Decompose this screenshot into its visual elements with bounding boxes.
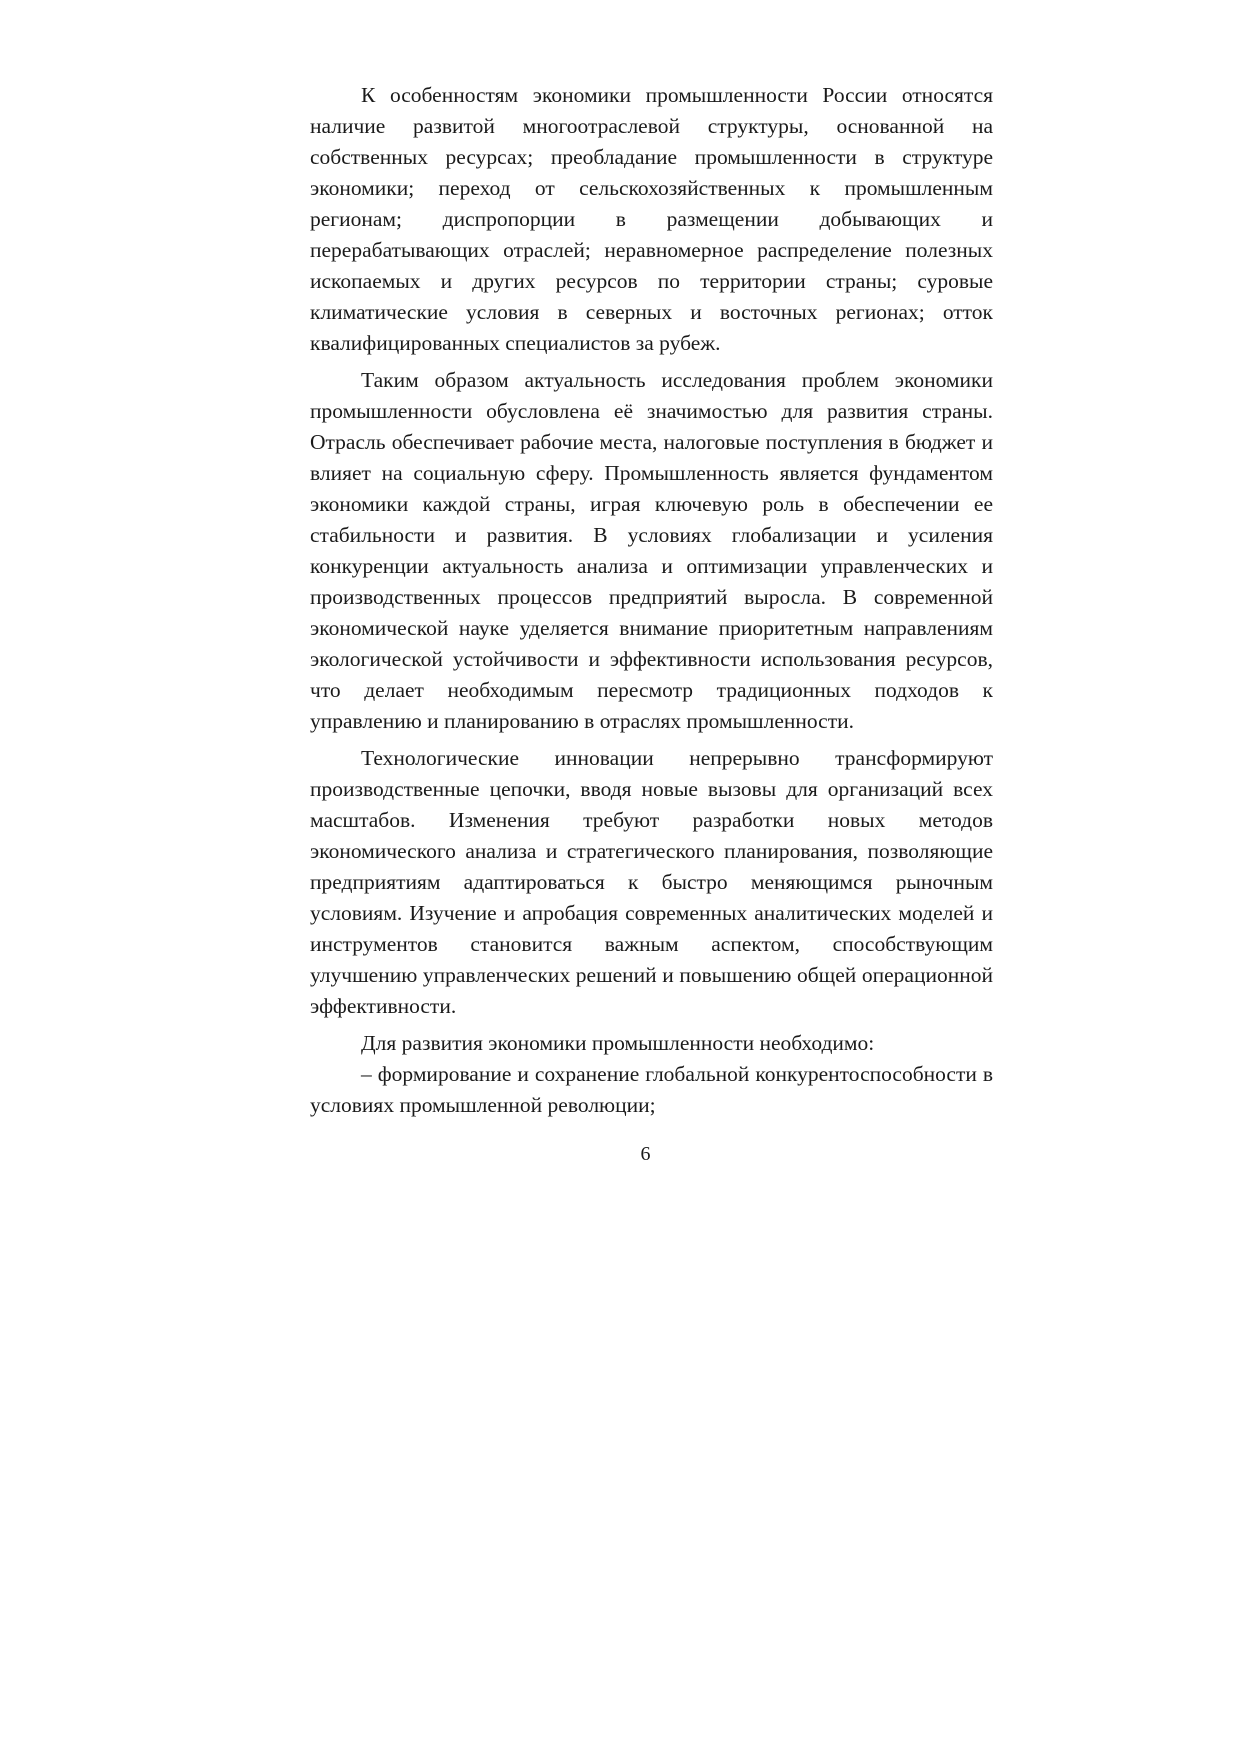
- body-text: [310, 80, 993, 1121]
- paragraph-list-intro: Для развития экономики промышленности необходимо:: [361, 1031, 875, 1055]
- page-number: 6: [640, 1143, 651, 1165]
- paragraph-innovations: Технологические инновации непрерывно трансформируют производственные цепочки, вводя новые вызовы для организаций всех масштабов. Изменения требуют разработки новых методов экономического анализа и стратегического планирования, позволяющие предприятиям адаптироваться к быстро меняющимся рыночным условиям. Изучение и апробация современных аналитических моделей и инструментов становится важным аспектом, способствующим улучшению управленческих решений и повышению общей операционной эффективности.: [310, 746, 993, 1018]
- list-item: – формирование и сохранение глобальной конкурентоспособности в условиях промышленной революции;: [310, 1062, 993, 1117]
- paragraph-features: К особенностям экономики промышленности России относятся наличие развитой многоотраслевой структуры, основанной на собственных ресурсах; преобладание промышленности в структуре экономики; переход от сельскохозяйственных к промышленным регионам; диспропорции в размещении добывающих и перерабатывающих отраслей; неравномерное распределение полезных ископаемых и других ресурсов по территории страны; суровые климатические условия в северных и восточных регионах; отток квалифицированных специалистов за рубеж.: [310, 83, 993, 355]
- paragraph-relevance: Таким образом актуальность исследования проблем экономики промышленности обусловлена её значимостью для развития страны. Отрасль обеспечивает рабочие места, налоговые поступления в бюджет и влияет на социальную сферу. Промышленность является фундаментом экономики каждой страны, играя ключевую роль в обеспечении ее стабильности и развития. В условиях глобализации и усиления конкуренции актуальность анализа и оптимизации управленческих и производственных процессов предприятий выросла. В современной экономической науке уделяется внимание приоритетным направлениям экологической устойчивости и эффективности использования ресурсов, что делает необходимым пересмотр традиционных подходов к управлению и планированию в отраслях промышленности.: [310, 368, 993, 733]
